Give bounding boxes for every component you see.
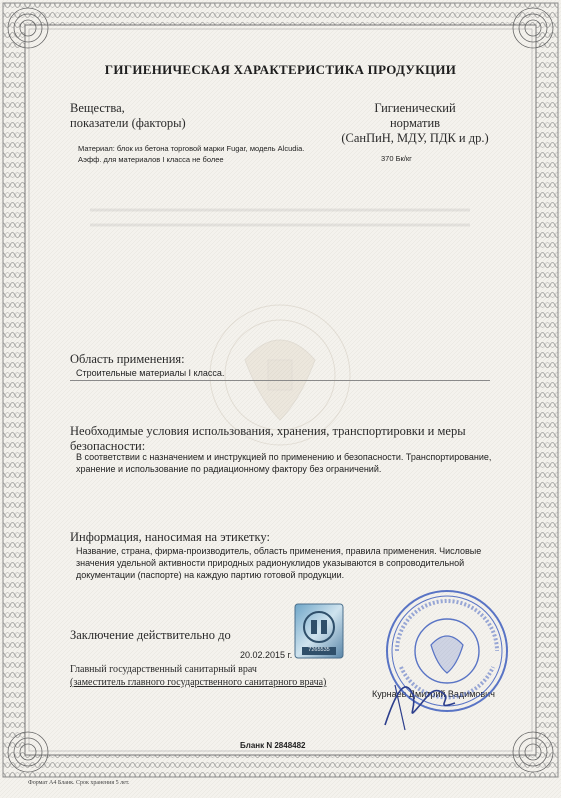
doctor-name: Курнаев Дмитрий Вадимович — [372, 689, 495, 699]
doctor-title — [70, 663, 326, 689]
material-line1: Материал: блок из бетона торговой марки Fugar, модель Alcudia. — [78, 144, 305, 153]
validity-date: 20.02.2015 г. — [240, 650, 293, 660]
conditions-value-line2: хранение и использование по радиационному фактору без ограничений. — [76, 464, 382, 474]
conditions-value-line1: В соответствии с назначением и инструкцией по применению и безопасности. Транспортирование, — [76, 452, 492, 462]
substances-header — [70, 101, 186, 131]
blank-number: Бланк N 2848482 — [240, 741, 306, 750]
scope-value: Строительные материалы I класса. — [76, 368, 225, 378]
substances-header-line2: показатели (факторы) — [70, 116, 186, 130]
document-title: ГИГИЕНИЧЕСКАЯ ХАРАКТЕРИСТИКА ПРОДУКЦИИ — [104, 62, 457, 77]
norm-header — [330, 101, 500, 146]
conditions-label — [70, 424, 466, 454]
norm-header-line1: Гигиенический — [374, 101, 456, 115]
footer-format: Формат А4 Бланк. Срок хранения 5 лет. — [28, 780, 130, 786]
label-info-line2: значения удельной активности природных радионуклидов указываются в сопроводительной — [76, 558, 465, 568]
conditions-label-line2: безопасности: — [70, 439, 146, 453]
scope-label: Область применения: — [70, 352, 185, 366]
scope-underline — [70, 380, 490, 381]
validity-label: Заключение действительно до — [70, 628, 231, 642]
norm-header-line2: норматив — [389, 116, 441, 130]
doctor-line2: (заместитель главного государственного санитарного врача) — [70, 677, 327, 688]
signature — [375, 665, 465, 735]
material-value: 370 Бк/кг — [381, 154, 412, 163]
norm-header-line3: (СанПиН, МДУ, ПДК и др.) — [341, 131, 489, 145]
label-info-label: Информация, наносимая на этикетку: — [70, 530, 270, 544]
material-text — [78, 143, 304, 165]
label-info-line3: документации (паспорте) на каждую партию готовой продукции. — [76, 570, 345, 580]
substances-header-line1: Вещества, — [70, 101, 125, 115]
hologram-number: 7265535 — [308, 647, 330, 653]
material-line2: Аэфф. для материалов I класса не более — [78, 155, 224, 164]
doctor-line1: Главный государственный санитарный врач — [70, 664, 257, 675]
hologram-sticker — [294, 603, 344, 659]
label-info-value — [76, 545, 521, 581]
conditions-label-line1: Необходимые условия использования, хранения, транспортировки и меры — [70, 424, 466, 438]
label-info-line1: Название, страна, фирма-производитель, область применения, правила применения. Числовые — [76, 546, 482, 556]
conditions-value — [76, 451, 521, 475]
